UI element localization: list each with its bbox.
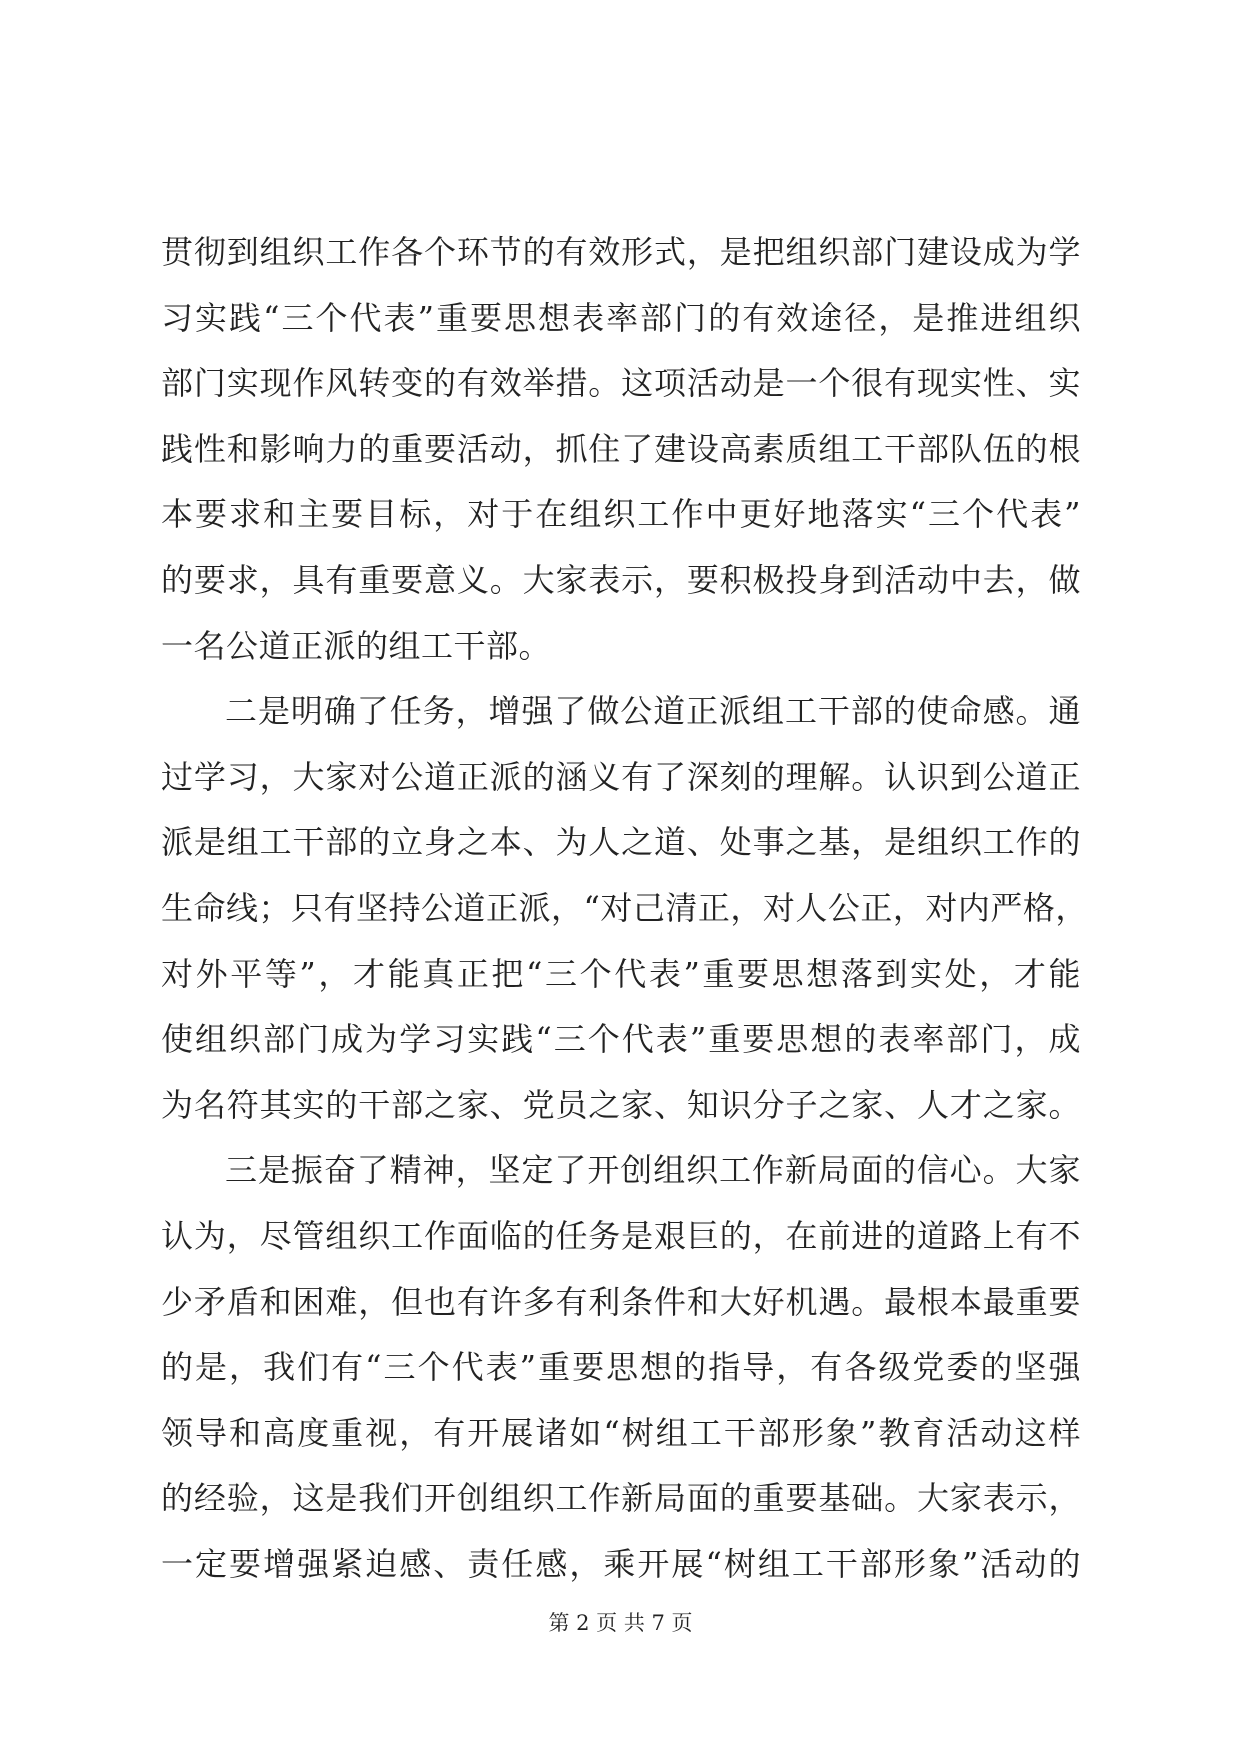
- text-line: 三是振奋了精神，坚定了开创组织工作新局面的信心。大家: [225, 1151, 1081, 1190]
- text-line: 二是明确了任务，增强了做公道正派组工干部的使命感。通: [225, 692, 1081, 731]
- text-line: 领导和高度重视，有开展诸如“树组工干部形象”教育活动这样: [161, 1413, 1081, 1452]
- text-line: 践性和影响力的重要活动，抓住了建设高素质组工干部队伍的根: [161, 429, 1081, 468]
- text-line: 一名公道正派的组工干部。: [161, 626, 552, 665]
- page-number-footer: 第 2 页 共 7 页: [548, 1611, 693, 1635]
- text-line: 为名符其实的干部之家、党员之家、知识分子之家、人才之家。: [161, 1085, 1081, 1124]
- text-line: 的经验，这是我们开创组织工作新局面的重要基础。大家表示，: [161, 1479, 1081, 1518]
- text-line: 使组织部门成为学习实践“三个代表”重要思想的表率部门，成: [161, 1020, 1081, 1059]
- text-line: 少矛盾和困难，但也有许多有利条件和大好机遇。最根本最重要: [161, 1282, 1081, 1321]
- paragraph-2: [161, 679, 1088, 1138]
- text-line: 派是组工干部的立身之本、为人之道、处事之基，是组织工作的: [161, 823, 1081, 862]
- paragraph-3: [161, 1138, 1081, 1597]
- paragraph-1: [161, 220, 1081, 679]
- text-line: 部门实现作风转变的有效举措。这项活动是一个很有现实性、实: [161, 364, 1081, 403]
- text-line: 对外平等”，才能真正把“三个代表”重要思想落到实处，才能: [161, 954, 1081, 993]
- text-line: 贯彻到组织工作各个环节的有效形式，是把组织部门建设成为学: [161, 233, 1081, 271]
- document-body: [161, 220, 1088, 1597]
- text-line: 过学习，大家对公道正派的涵义有了深刻的理解。认识到公道正: [161, 757, 1081, 796]
- text-line: 本要求和主要目标，对于在组织工作中更好地落实“三个代表”: [161, 495, 1081, 534]
- text-line: 的是，我们有“三个代表”重要思想的指导，有各级党委的坚强: [161, 1348, 1081, 1387]
- text-line: 的要求，具有重要意义。大家表示，要积极投身到活动中去，做: [161, 560, 1081, 599]
- text-line: 习实践“三个代表”重要思想表率部门的有效途径，是推进组织: [161, 298, 1081, 337]
- text-line: 一定要增强紧迫感、责任感，乘开展“树组工干部形象”活动的: [161, 1544, 1081, 1583]
- text-line: 认为，尽管组织工作面临的任务是艰巨的，在前进的道路上有不: [161, 1216, 1081, 1255]
- text-line: 生命线；只有坚持公道正派，“对己清正，对人公正，对内严格，: [161, 888, 1088, 927]
